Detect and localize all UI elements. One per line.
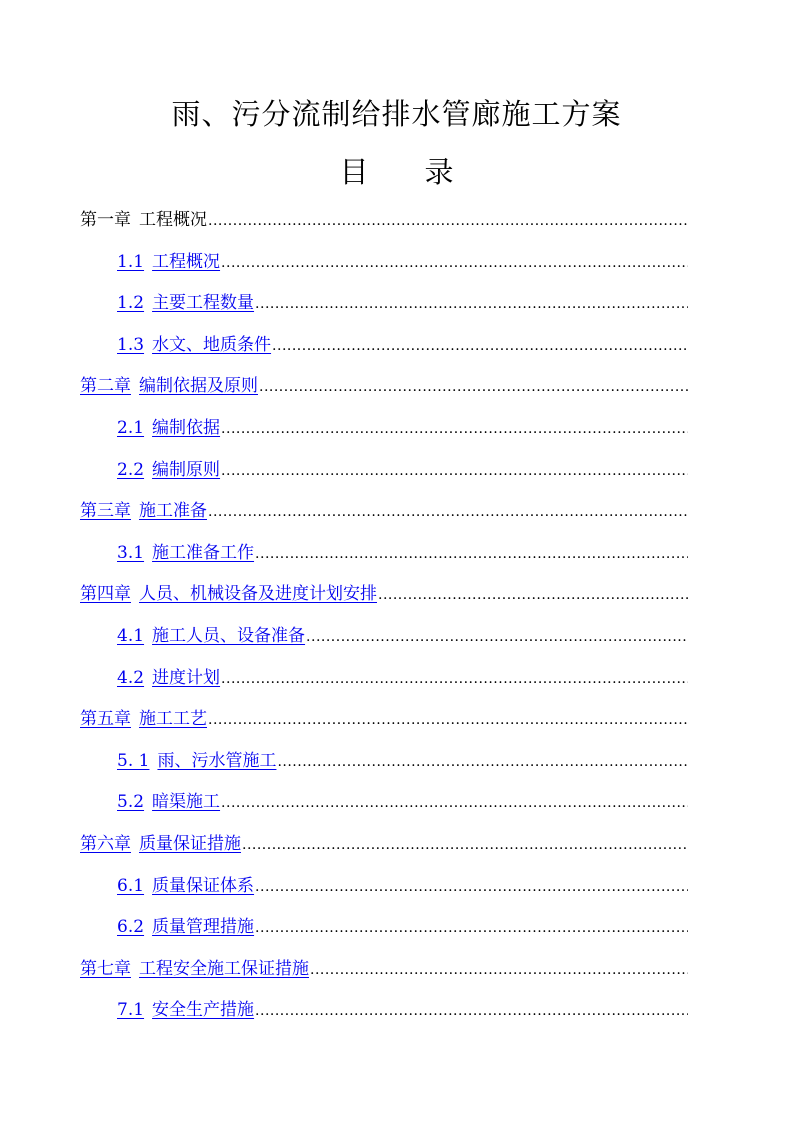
toc-heading-right: 录 [424, 155, 454, 189]
toc-section-row[interactable] [117, 248, 688, 276]
toc-entry-title: 工程概况 [139, 210, 207, 230]
toc-entry-title: 水文、地质条件 [152, 334, 272, 355]
toc-entry-title: 安全生产措施 [152, 1000, 255, 1021]
toc-link[interactable] [80, 497, 207, 525]
toc-link[interactable] [117, 996, 254, 1024]
toc-section-row[interactable] [117, 788, 688, 816]
toc-link[interactable] [80, 372, 258, 400]
toc-link[interactable] [117, 664, 220, 692]
toc-dot-leader [221, 249, 688, 276]
toc-entry-title: 主要工程数量 [152, 293, 255, 314]
toc-dot-leader [221, 665, 688, 692]
toc-link[interactable] [117, 289, 254, 317]
toc-entry-title: 工程概况 [152, 251, 221, 272]
toc-entry-number: 2.2 [117, 459, 145, 480]
toc-entry-number: 6.2 [117, 917, 145, 938]
toc-entry-title: 人员、机械设备及进度计划安排 [139, 584, 377, 605]
toc-dot-leader [221, 457, 688, 484]
toc-dot-leader [221, 415, 688, 442]
toc-dot-leader [221, 789, 688, 816]
toc-label [80, 206, 207, 234]
toc-entry-title: 进度计划 [152, 667, 221, 688]
toc-entry-title: 质量管理措施 [152, 917, 255, 938]
toc-link[interactable] [80, 830, 241, 858]
toc-dot-leader [255, 290, 688, 317]
toc-entry-number: 3.1 [117, 542, 145, 563]
toc-section-row[interactable] [117, 622, 688, 650]
toc-link[interactable] [117, 747, 276, 775]
toc-link[interactable] [117, 248, 220, 276]
toc-entry-title: 质量保证体系 [152, 875, 255, 896]
toc-entry-number: 5. 1 [117, 750, 150, 771]
toc-section-row[interactable] [117, 913, 688, 941]
toc-dot-leader [255, 540, 688, 567]
toc-link[interactable] [117, 539, 254, 567]
toc-section-row[interactable] [117, 456, 688, 484]
toc-entry-title: 雨、污水管施工 [157, 750, 277, 771]
toc-link[interactable] [117, 788, 220, 816]
toc-link[interactable] [80, 705, 207, 733]
toc-dot-leader [255, 997, 688, 1024]
toc-section-row[interactable] [117, 872, 688, 900]
toc-entry-number: 第三章 [80, 501, 131, 522]
toc-dot-leader [378, 581, 688, 608]
toc-dot-leader [310, 956, 688, 983]
toc-dot-leader [277, 748, 688, 775]
toc-section-row[interactable] [117, 414, 688, 442]
toc-dot-leader [272, 332, 688, 359]
toc-entry-title: 编制原则 [152, 459, 221, 480]
toc-link[interactable] [117, 622, 305, 650]
toc-chapter-row[interactable] [80, 955, 688, 983]
toc-entry-number: 6.1 [117, 875, 145, 896]
toc-entry-title: 施工准备工作 [152, 542, 255, 563]
toc-entry-title: 施工工艺 [139, 709, 207, 730]
toc-link[interactable] [117, 913, 254, 941]
toc-entry-number: 第四章 [80, 584, 131, 605]
toc-dot-leader [208, 207, 688, 234]
toc-section-row[interactable] [117, 289, 688, 317]
toc-section-row[interactable] [117, 539, 688, 567]
toc-link[interactable] [80, 955, 309, 983]
toc-chapter-row[interactable] [80, 705, 688, 733]
toc-entry-title: 工程安全施工保证措施 [139, 958, 309, 979]
toc-section-row[interactable] [117, 996, 688, 1024]
toc-entry-title: 编制依据及原则 [139, 376, 258, 397]
toc-link[interactable] [117, 872, 254, 900]
toc-heading [0, 150, 793, 194]
toc-section-row[interactable] [117, 331, 688, 359]
toc-entry-number: 1.3 [117, 334, 145, 355]
toc-entry-title: 编制依据 [152, 418, 221, 438]
toc-entry-number: 第二章 [80, 376, 131, 397]
toc-link[interactable] [80, 580, 377, 608]
toc-entry-number: 4.2 [117, 667, 145, 688]
toc-section-row[interactable] [117, 747, 688, 775]
toc-dot-leader [208, 706, 688, 733]
toc-entry-title: 暗渠施工 [152, 792, 221, 813]
toc-chapter-row[interactable] [80, 372, 688, 400]
toc-entry-title: 质量保证措施 [139, 834, 241, 854]
toc-entry-number: 4.1 [117, 626, 145, 646]
toc-chapter-row[interactable] [80, 497, 688, 525]
toc-entry-number: 7.1 [117, 1000, 145, 1021]
toc-chapter-row[interactable] [80, 580, 688, 608]
toc-entry-number: 1.1 [117, 251, 145, 272]
toc-entry-number: 第七章 [80, 958, 131, 979]
toc-section-row[interactable] [117, 664, 688, 692]
toc-entry-number: 1.2 [117, 293, 145, 314]
toc-entry-number: 第六章 [80, 834, 131, 854]
toc-dot-leader [242, 831, 688, 858]
toc-entry-title: 施工准备 [139, 501, 207, 522]
toc-link[interactable] [117, 456, 220, 484]
document-title: 雨、污分流制给排水管廊施工方案 [171, 97, 622, 131]
toc-link[interactable] [117, 331, 271, 359]
toc-chapter-row[interactable] [80, 830, 688, 858]
toc-link[interactable] [117, 414, 220, 442]
toc-dot-leader [259, 373, 688, 400]
toc-chapter-row [80, 206, 688, 234]
toc-entry-number: 5.2 [117, 792, 145, 813]
toc-heading-left: 目 [339, 155, 369, 189]
toc-entry-title: 施工人员、设备准备 [152, 626, 306, 646]
toc-dot-leader [255, 914, 688, 941]
toc-dot-leader [208, 498, 688, 525]
toc-dot-leader [306, 623, 688, 650]
toc-entry-number: 2.1 [117, 418, 145, 438]
toc-entry-number: 第一章 [80, 210, 131, 230]
toc-entry-number: 第五章 [80, 709, 131, 730]
toc-dot-leader [255, 873, 688, 900]
